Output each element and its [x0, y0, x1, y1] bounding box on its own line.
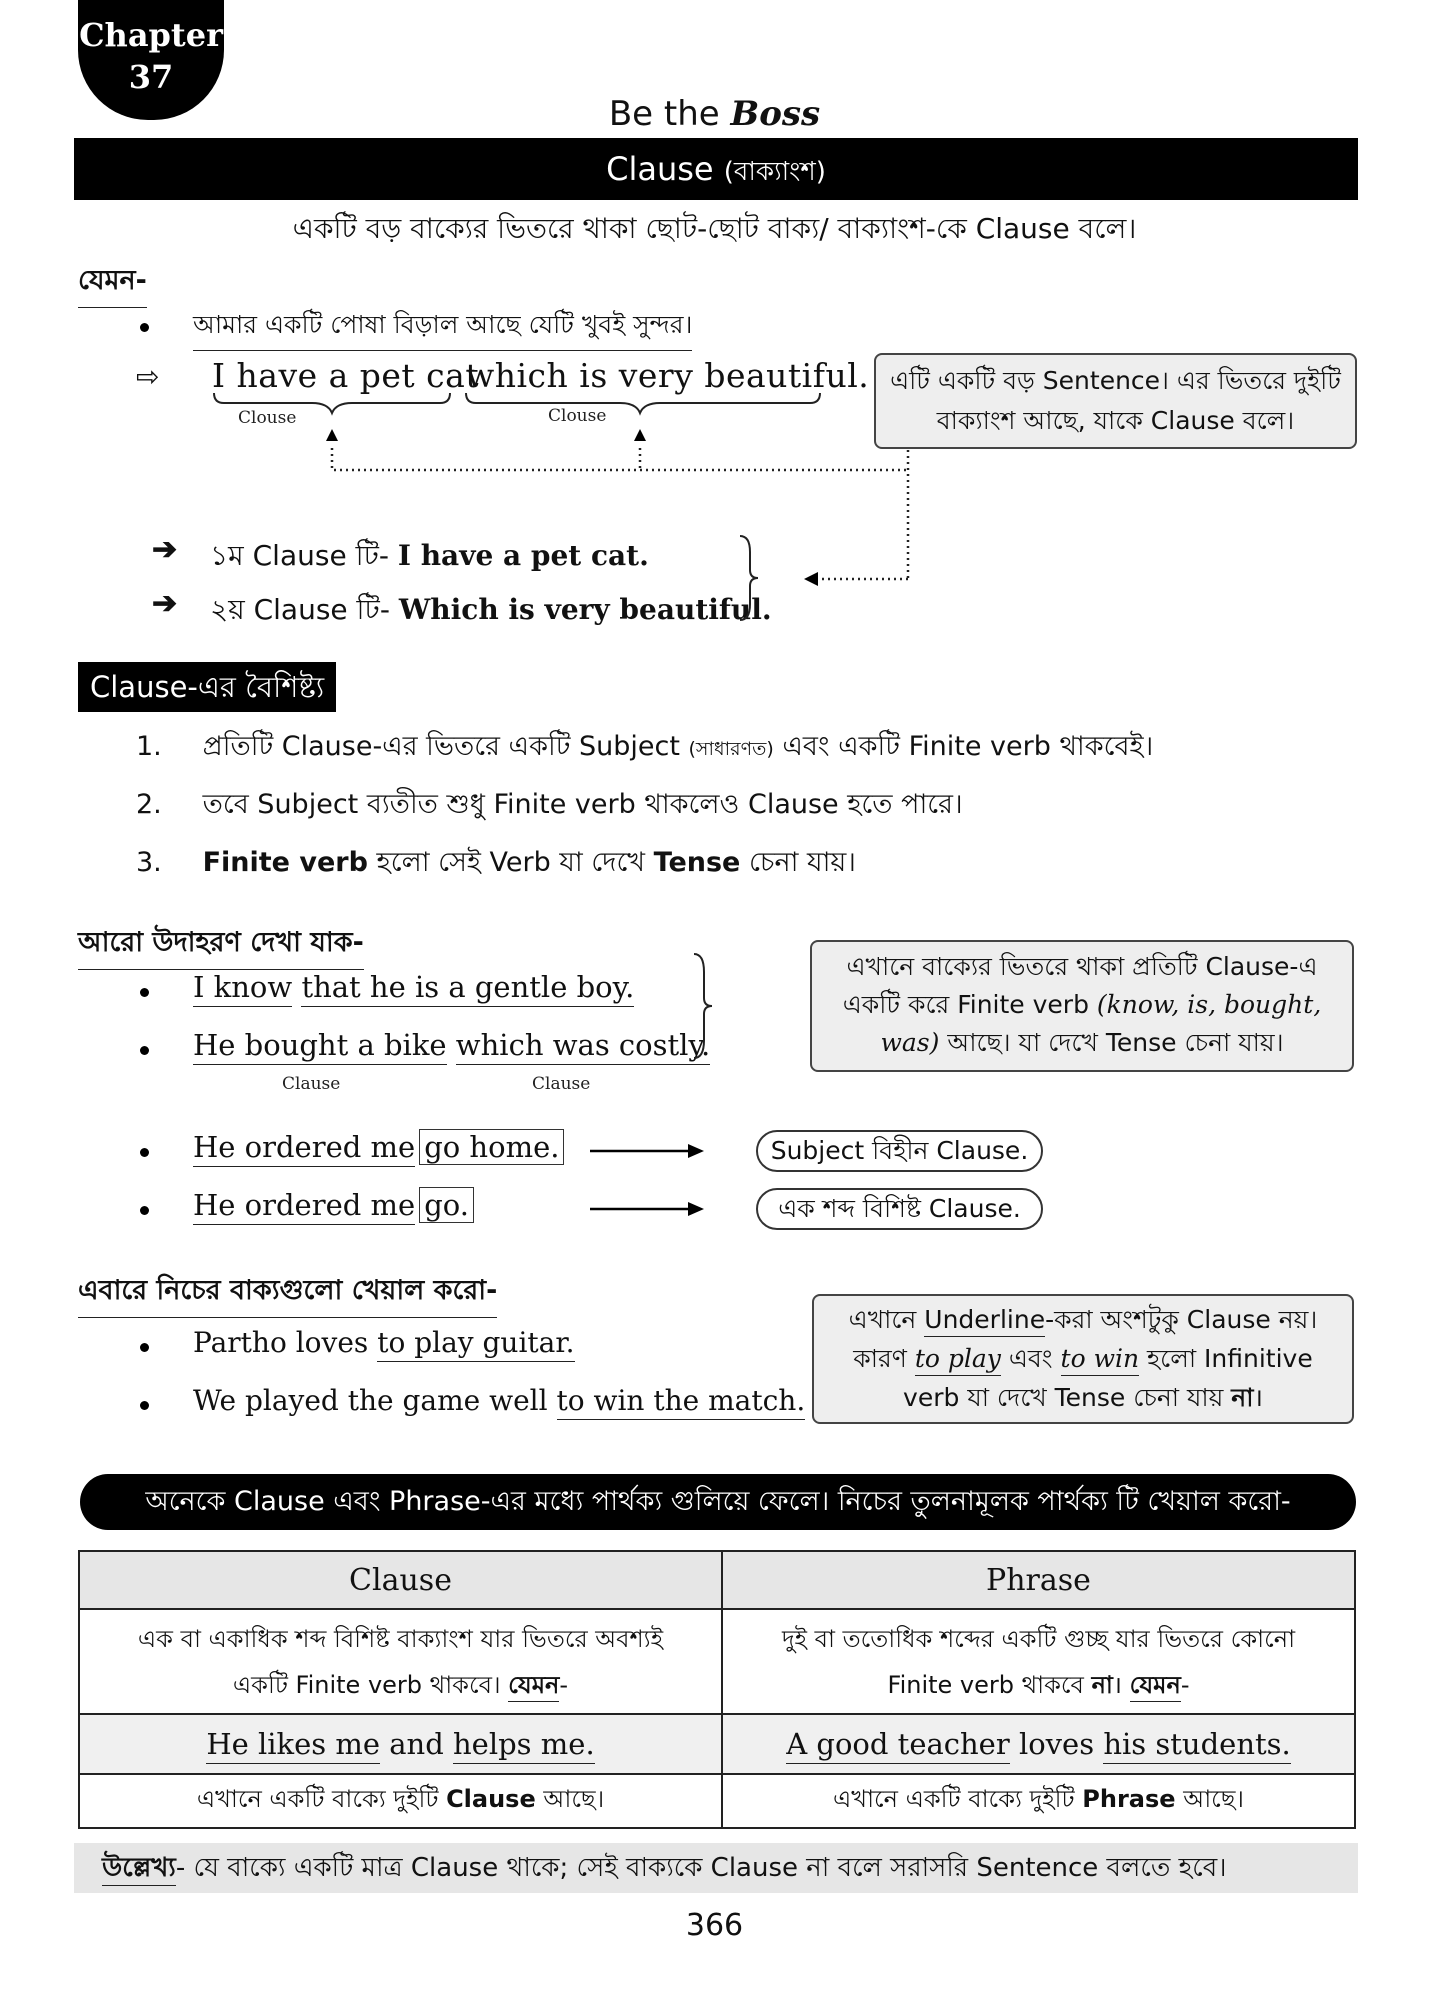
infinitive-line-3 [814, 1378, 1352, 1417]
dotted-arrow-left [796, 445, 921, 595]
clause1-label: Clouse [238, 408, 297, 428]
clause-ex-c: helps me. [453, 1727, 595, 1764]
clause-item-2-prefix: ২য় Clause টি- [210, 593, 390, 626]
infinitive-l1c: -করা অংশটুকু Clause নয়। [1045, 1305, 1318, 1334]
note-line-3b: আছে। যা দেখে Tense চেনা যায়। [947, 1028, 1284, 1057]
example-3 [193, 1130, 564, 1164]
comparison-table [78, 1550, 1356, 1829]
clause-ex-a: He likes me [206, 1727, 380, 1764]
bullet [140, 1046, 149, 1055]
phrase-def-line-1: দুই বা ততোধিক শব্দের একটি গুচ্ছ যার ভিতরে কোনো [781, 1624, 1296, 1653]
clause1-text: I have a pet cat [212, 356, 480, 395]
table-row [79, 1609, 1355, 1714]
feature-2-text: তবে Subject ব্যতীত শুধু Finite verb থাকলেও Clause হতে পারে। [202, 789, 963, 820]
table-row [79, 1714, 1355, 1774]
definition: একটি বড় বাক্যের ভিতরে থাকা ছোট-ছোট বাক্য/ বাক্যাংশ-কে Clause বলে। [292, 212, 1137, 245]
clause-item-2 [210, 588, 772, 635]
note-line-2a: একটি করে Finite verb [842, 990, 1089, 1019]
clause-def-example-word: যেমন [508, 1671, 559, 1702]
phrase-definition: দুই বা ততোধিক শব্দের একটি গুচ্ছ যার ভিতরে কোনো Finite verb থাকবে না। যেমন- [722, 1609, 1355, 1714]
infinitive-line-2 [814, 1339, 1352, 1378]
infinitive-line-1 [814, 1300, 1352, 1339]
phrase-ex-a: A good teacher [786, 1727, 1009, 1764]
example-3-b: go home. [419, 1129, 564, 1165]
clause-item-2-text: Which is very beautiful. [398, 593, 772, 626]
phrase-def-line-2: Finite verb থাকবে [887, 1670, 1084, 1699]
bengali-example: আমার একটি পোষা বিড়াল আছে যেটি খুবই সুন্দর। [193, 305, 692, 351]
more-examples-heading: আরো উদাহরণ দেখা যাক- [78, 922, 364, 970]
phrase-example [722, 1714, 1355, 1774]
phrase-ex-b: loves [1018, 1727, 1095, 1761]
clause-def-line-2: একটি Finite verb থাকবে। [232, 1670, 501, 1699]
features-heading: Clause-এর বৈশিষ্ট্য [78, 662, 336, 712]
clause-def-line-1: এক বা একাধিক শব্দ বিশিষ্ট বাক্যাংশ যার ভিতরে অবশ্যই [137, 1624, 664, 1653]
phrase-note-b: Phrase [1082, 1785, 1176, 1813]
example-1-b: that he is a gentle boy. [301, 970, 634, 1007]
clause-definition: এক বা একাধিক শব্দ বিশিষ্ট বাক্যাংশ যার ভিতরে অবশ্যই একটি Finite verb থাকবে। যেমন- [79, 1609, 722, 1714]
clause2-text: which is very beautiful. [466, 356, 870, 395]
bullet [140, 988, 149, 997]
notice-heading: এবারে নিচের বাক্যগুলো খেয়াল করো- [78, 1270, 497, 1318]
example-2-label-a: Clause [282, 1074, 341, 1094]
notice-s2-a: We played the game well [193, 1384, 548, 1417]
infinitive-l2a: কারণ [853, 1344, 907, 1373]
clause-example [79, 1714, 722, 1774]
feature-2 [136, 784, 963, 829]
infinitive-l1a: এখানে [848, 1305, 917, 1334]
note-line-2 [812, 986, 1352, 1024]
arrow-icon: ⇨ [136, 360, 160, 393]
feature-1 [136, 726, 1153, 771]
notice-sentence-2 [193, 1384, 805, 1417]
bullet [140, 1343, 149, 1352]
example-1 [193, 970, 634, 1004]
example-3-a: He ordered me [193, 1130, 415, 1167]
feature-1-num: 1. [136, 731, 162, 762]
infinitive-l2b: to play [915, 1344, 1001, 1376]
clause-note-c: আছে। [543, 1785, 605, 1813]
example-2 [193, 1028, 710, 1062]
notice-s1-a: Partho loves [193, 1326, 369, 1359]
arrow-right-icon: ➔ [152, 532, 178, 567]
phrase-note-c: আছে। [1183, 1785, 1244, 1813]
page-header [0, 94, 1429, 134]
example-4 [193, 1188, 474, 1222]
table-header-row [79, 1551, 1355, 1609]
note-line-2b: (know, is, bought, [1096, 990, 1322, 1019]
right-brace [736, 532, 762, 624]
notice-s2-b: to win the match. [557, 1384, 806, 1420]
clause-note-a: এখানে একটি বাক্যে দুইটি [196, 1785, 439, 1813]
infinitive-l3c: । [1253, 1383, 1263, 1412]
footnote-label: উল্লেখ্য [102, 1853, 176, 1886]
phrase-def-na: না [1091, 1670, 1113, 1699]
header-brand: Boss [730, 94, 821, 134]
feature-1-small: (সাধারণত) [688, 738, 774, 760]
phrase-note [722, 1774, 1355, 1828]
clause-note-b: Clause [446, 1785, 536, 1813]
infinitive-l2e: হলো Infinitive [1147, 1344, 1313, 1373]
title-bar [74, 138, 1358, 200]
clause-note [79, 1774, 722, 1828]
title-main: Clause [606, 150, 714, 188]
comparison-banner: অনেকে Clause এবং Phrase-এর মধ্যে পার্থক্য গুলিয়ে ফেলে। নিচের তুলনামূলক পার্থক্য টি খেয়াল করো- [80, 1474, 1356, 1530]
feature-1-a: প্রতিটি Clause-এর ভিতরে একটি Subject [202, 731, 680, 762]
feature-2-num: 2. [136, 789, 162, 820]
note-line-3a: was) [880, 1028, 940, 1057]
example-1-a: I know [193, 970, 292, 1007]
feature-3 [136, 842, 856, 887]
example-2-a: He bought a bike [193, 1028, 447, 1065]
infinitive-l3b: না [1231, 1383, 1254, 1412]
clause-item-1-text: I have a pet cat. [397, 539, 649, 572]
note-box-finite-verb [810, 940, 1354, 1072]
pill-one-word: এক শব্দ বিশিষ্ট Clause. [756, 1188, 1043, 1230]
bullet [140, 323, 149, 332]
infinitive-l3a: verb যা দেখে Tense চেনা যায় [903, 1383, 1224, 1412]
chapter-number: 37 [128, 58, 174, 96]
example-4-b: go. [419, 1187, 474, 1223]
example-heading: যেমন- [78, 260, 147, 308]
feature-3-end: চেনা যায়। [748, 847, 856, 878]
arrow-right-icon [588, 1198, 708, 1220]
arrow-right-icon: ➔ [152, 586, 178, 621]
bullet [140, 1401, 149, 1410]
page-number: 366 [685, 1908, 744, 1943]
note-line-3 [812, 1024, 1352, 1062]
feature-3-num: 3. [136, 847, 162, 878]
right-brace [690, 950, 716, 1062]
phrase-ex-c: his students. [1103, 1727, 1290, 1764]
notice-s1-b: to play guitar. [377, 1326, 574, 1362]
arrow-right-icon [588, 1140, 708, 1162]
clause-item-1-prefix: ১ম Clause টি- [210, 539, 389, 572]
table-row [79, 1774, 1355, 1828]
infinitive-l1b: Underline [924, 1305, 1045, 1337]
table-header-phrase: Phrase [722, 1551, 1355, 1609]
feature-1-b: এবং একটি Finite verb থাকবেই। [782, 731, 1154, 762]
feature-3-mid: হলো সেই Verb যা দেখে [376, 847, 646, 878]
infinitive-l2d: to win [1061, 1344, 1140, 1376]
note-line-1: এখানে বাক্যের ভিতরে থাকা প্রতিটি Clause-এ [846, 952, 1318, 981]
infinitive-l2c: এবং [1008, 1344, 1053, 1373]
note-box-clause: এটি একটি বড় Sentence। এর ভিতরে দুইটি বাক্যাংশ আছে, যাকে Clause বলে। [874, 353, 1357, 449]
bullet [140, 1148, 149, 1157]
phrase-def-example-word: যেমন [1130, 1671, 1181, 1702]
clause-item-1 [210, 534, 649, 581]
clause2-label: Clouse [548, 406, 607, 426]
clause-ex-b: and [389, 1727, 444, 1761]
pill-subject-less: Subject বিহীন Clause. [756, 1130, 1043, 1172]
phrase-note-a: এখানে একটি বাক্যে দুইটি [833, 1785, 1075, 1813]
feature-3-bold1: Finite verb [202, 847, 368, 878]
header-prefix: Be the [608, 94, 720, 134]
example-2-b: which was costly. [456, 1028, 710, 1065]
example-4-a: He ordered me [193, 1188, 415, 1225]
title-sub: (বাক্যাংশ) [723, 157, 826, 187]
feature-3-bold2: Tense [653, 847, 741, 878]
notice-sentence-1 [193, 1326, 575, 1359]
example-2-label-b: Clause [532, 1074, 591, 1094]
chapter-label: Chapter [79, 16, 223, 54]
note-box-infinitive [812, 1294, 1354, 1424]
bullet [140, 1206, 149, 1215]
table-header-clause: Clause [79, 1551, 722, 1609]
footnote [74, 1843, 1358, 1893]
footnote-text: - যে বাক্যে একটি মাত্র Clause থাকে; সেই বাক্যকে Clause না বলে সরাসরি Sentence বলতে হবে। [175, 1853, 1227, 1883]
